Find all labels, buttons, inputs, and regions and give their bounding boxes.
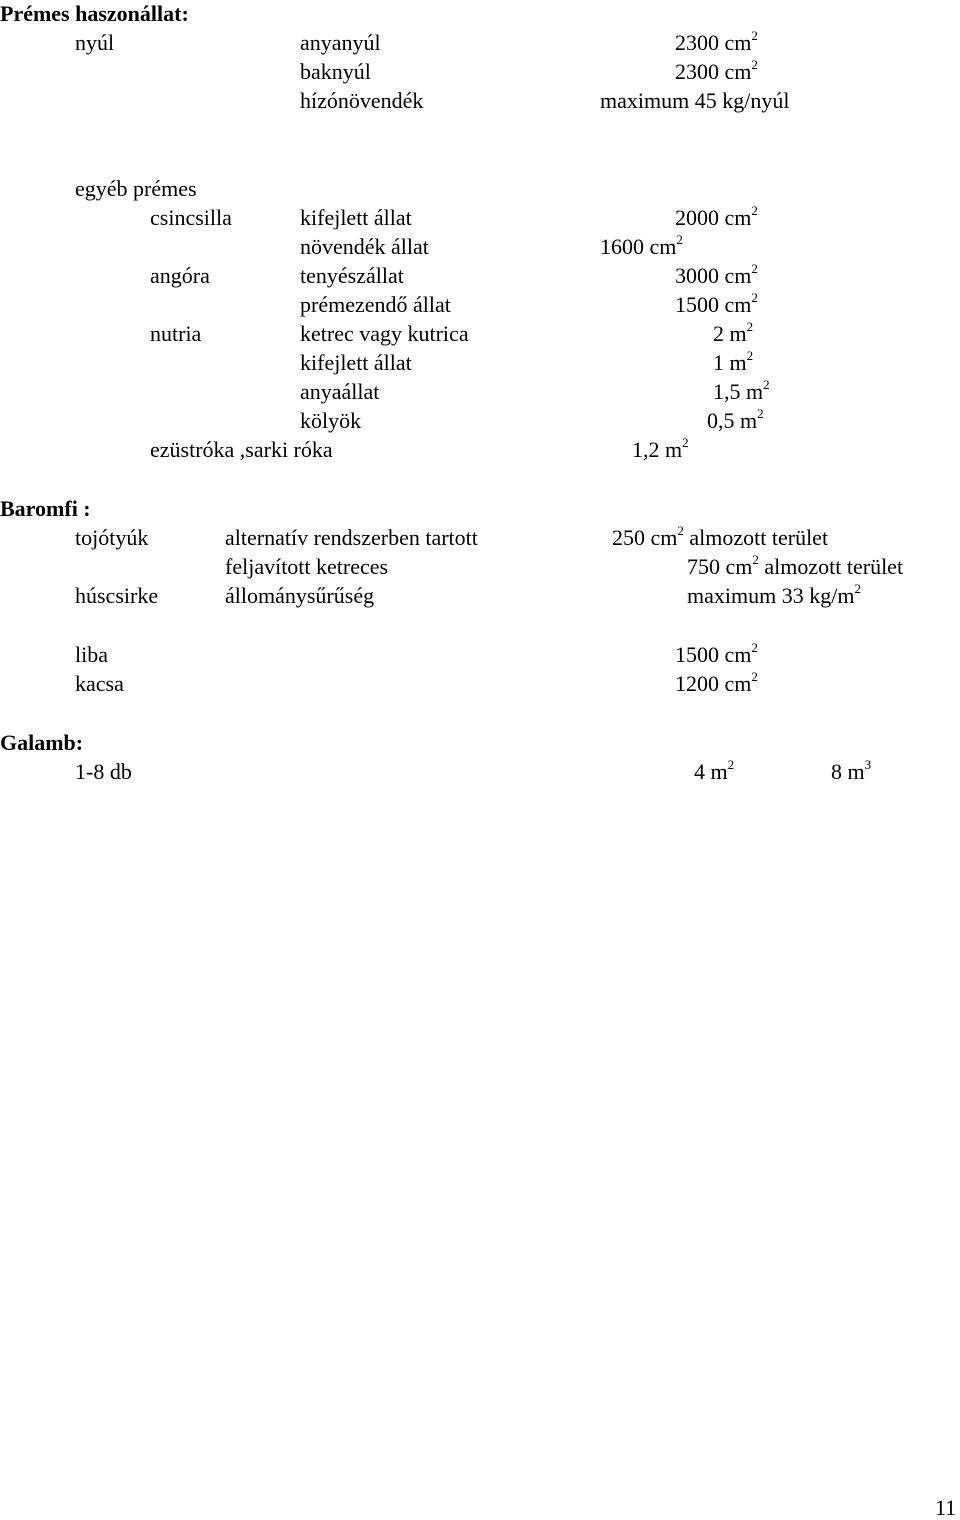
item-label: prémezendő állat bbox=[300, 292, 451, 317]
item-label: anyanyúl bbox=[300, 30, 381, 55]
animal-label-rabbit: nyúl bbox=[75, 30, 115, 55]
item-label: kifejlett állat bbox=[300, 350, 412, 375]
value-text: maximum 33 $kg/m^2$ bbox=[687, 581, 861, 608]
section-heading-poultry: Baromfi : bbox=[0, 496, 91, 521]
animal-label-duck: kacsa bbox=[75, 671, 124, 696]
item-label: növendék állat bbox=[300, 234, 429, 259]
item-label: kifejlett állat bbox=[300, 205, 412, 230]
value-text: 1,5 $m^2$ bbox=[713, 377, 770, 404]
value-text: 750 $cm^2$ almozott terület bbox=[687, 552, 904, 579]
item-label: alternatív rendszerben tartott bbox=[225, 525, 478, 550]
value-text-area: 4 $m^2$ bbox=[694, 757, 735, 784]
animal-label-chinchilla: csincsilla bbox=[150, 205, 232, 230]
value-text: 1500 $cm^2$ bbox=[675, 290, 758, 317]
animal-label-goose: liba bbox=[75, 642, 108, 667]
section-heading-pigeon: Galamb: bbox=[0, 730, 84, 755]
item-label: állománysűrűség bbox=[225, 583, 375, 608]
value-text: 1600 $cm^2$ bbox=[600, 232, 683, 259]
item-label: hízónövendék bbox=[300, 88, 424, 113]
subsection-label-other-fur: egyéb prémes bbox=[75, 176, 197, 201]
value-text: 3000 $cm^2$ bbox=[675, 261, 758, 288]
item-label: ketrec vagy kutrica bbox=[300, 321, 469, 346]
item-label: baknyúl bbox=[300, 59, 371, 84]
value-text: 2300 $cm^2$ bbox=[675, 57, 758, 84]
section-heading-fur: Prémes haszonállat: bbox=[0, 1, 189, 26]
animal-label-broiler: húscsirke bbox=[75, 583, 159, 608]
value-text-volume: 8 $m^3$ bbox=[831, 757, 872, 784]
page-number: 11 bbox=[935, 1495, 957, 1520]
value-text: 2 $m^2$ bbox=[713, 319, 754, 346]
animal-label-angora: angóra bbox=[150, 263, 210, 288]
animal-label-nutria: nutria bbox=[150, 321, 202, 346]
value-text: 1 $m^2$ bbox=[713, 348, 754, 375]
value-text: 1200 $cm^2$ bbox=[675, 669, 758, 696]
value-text: 1500 $cm^2$ bbox=[675, 640, 758, 667]
value-text: 2000 $cm^2$ bbox=[675, 203, 758, 230]
animal-label-fox: ezüstróka ,sarki róka bbox=[150, 437, 333, 462]
value-text: 250 $cm^2$ almozott terület bbox=[612, 523, 829, 550]
animal-label-pigeon: 1-8 db bbox=[75, 759, 132, 784]
item-label: tenyészállat bbox=[300, 263, 404, 288]
item-label: anyaállat bbox=[300, 379, 380, 404]
item-label: feljavított ketreces bbox=[225, 554, 389, 579]
value-text: 1,2 $m^2$ bbox=[632, 435, 689, 462]
value-text: 0,5 $m^2$ bbox=[707, 406, 764, 433]
item-label: kölyök bbox=[300, 408, 362, 433]
value-text: 2300 $cm^2$ bbox=[675, 28, 758, 55]
value-text: maximum 45 kg/nyúl bbox=[600, 88, 790, 113]
animal-label-hen: tojótyúk bbox=[75, 525, 149, 550]
